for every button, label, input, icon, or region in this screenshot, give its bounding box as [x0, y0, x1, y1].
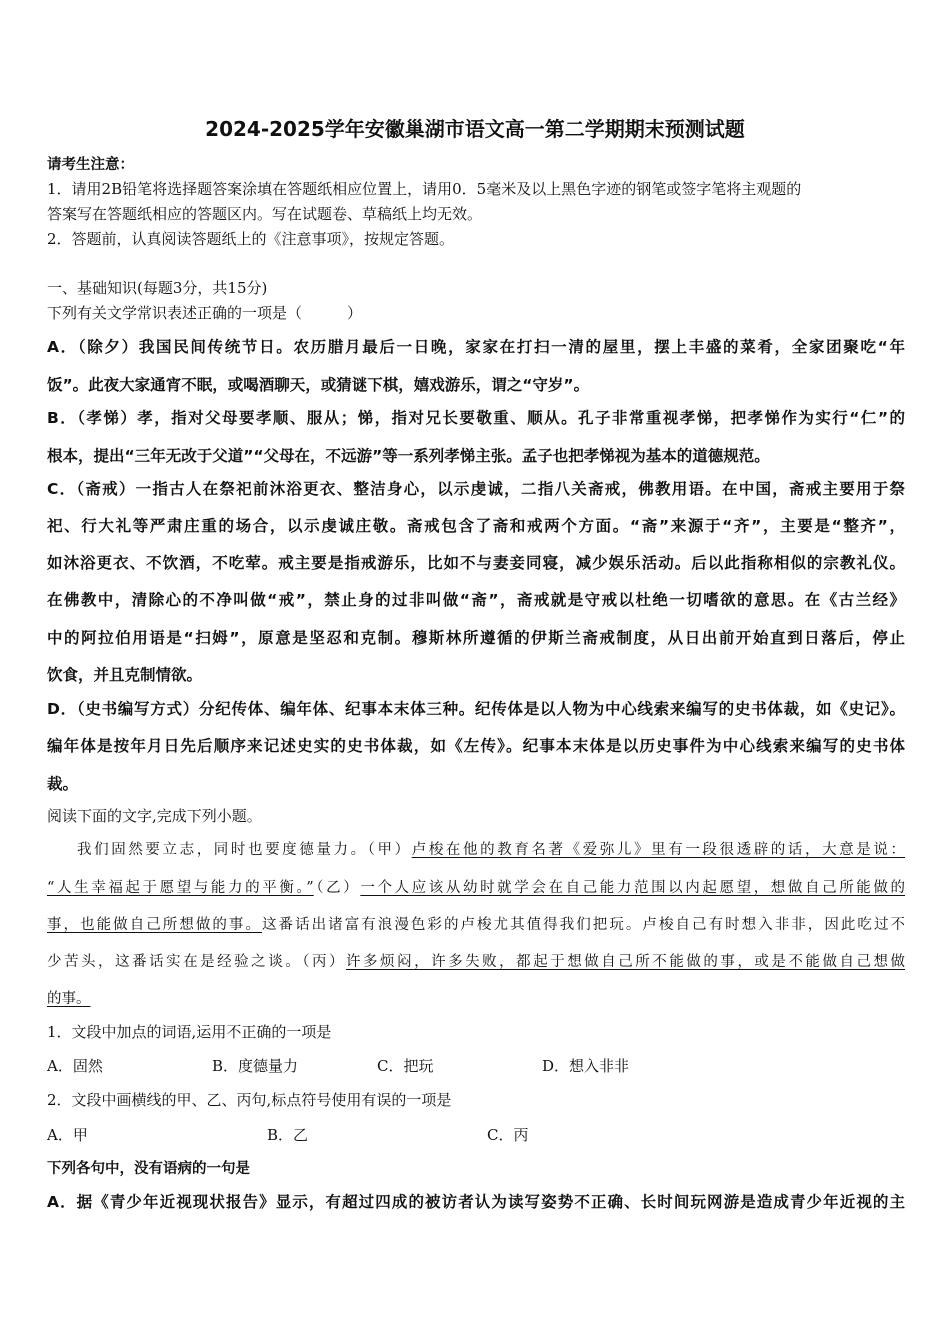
underlined-sentence-bing-end: 的事。 [47, 991, 91, 1007]
notice-heading: 请考生注意： [47, 156, 134, 173]
q1-stem: 1．文段中加点的词语,运用不正确的一项是 [47, 1023, 332, 1041]
notice-line-1a: 1．请用2B铅笔将选择题答案涂填在答题纸相应位置上，请用0．5毫米及以上黑色字迹的钢笔或签字笔将主观题的 [47, 180, 802, 198]
exam-title: 2024-2025学年安徽巢湖市语文高一第二学期期末预测试题 [205, 117, 745, 141]
option-a-line-2: 饭”。此夜大家通宵不眠，或喝酒聊天，或猜谜下棋，嬉戏游乐，谓之“守岁”。 [47, 376, 590, 394]
q2-stem: 2．文段中画横线的甲、乙、丙句,标点符号使用有误的一项是 [47, 1091, 452, 1109]
option-c-line-5: 中的阿拉伯用语是“扫姆”，原意是坚忍和克制。穆斯林所遵循的伊斯兰斋戒制度，从日出前开始直到日落后，停止 [47, 629, 905, 647]
q1-choice-d: D．想入非非 [542, 1057, 630, 1075]
passage-line-1 [47, 838, 905, 859]
passage-text: 少苦头，这番话实在是经验之谈。（丙） [47, 954, 347, 970]
q3-stem: 下列各句中，没有语病的一句是 [47, 1160, 250, 1177]
q2-choice-a: A．甲 [47, 1126, 88, 1144]
q1-choice-c: C．把玩 [377, 1057, 434, 1075]
passage-line-2 [47, 876, 905, 897]
option-c-line-4: 在佛教中，清除心的不净叫做“戒”，禁止身的过非叫做“斋”，斋戒就是守戒以杜绝一切嗜欲的意思。在《古兰经》 [47, 591, 905, 609]
passage-line-3 [47, 913, 905, 934]
q3-option-a: A．据《青少年近视现状报告》显示，有超过四成的被访者认为读写姿势不正确、长时间玩网游是造成青少年近视的主 [47, 1193, 905, 1211]
underlined-sentence-jia: 卢梭在他的教育名著《爱弥儿》里有一段很透辟的话，大意是说： [411, 842, 906, 858]
option-d-line-2: 编年体是按年月日先后顺序来记述史实的史书体裁，如《左传》。纪事本末体是以历史事件为中心线索来编写的史书体 [47, 737, 905, 755]
option-d-line-1: D．（史书编写方式）分纪传体、编年体、纪事本末体三种。纪传体是以人物为中心线索来编写的史书体裁，如《史记》。 [47, 700, 905, 718]
q2-choice-c: C．丙 [487, 1126, 529, 1144]
q-literature-stem: 下列有关文学常识表述正确的一项是（ ） [47, 304, 363, 322]
option-c-line-6: 饮食，并且克制情欲。 [47, 666, 203, 684]
option-c-line-1: C．（斋戒）一指古人在祭祀前沐浴更衣、整洁身心，以示虔诚，二指八关斋戒，佛教用语。在中国，斋戒主要用于祭 [47, 480, 905, 498]
option-a-line-1: A．（除夕）我国民间传统节日。农历腊月最后一日晚，家家在打扫一清的屋里，摆上丰盛的菜肴，全家团聚吃“年 [47, 338, 905, 356]
section1-heading: 一、基础知识(每题3分，共15分) [47, 279, 268, 297]
passage-text: 我们固然要立志，同时也要度德量力。（甲） [77, 842, 412, 858]
notice-line-1b: 答案写在答题纸相应的答题区内。写在试题卷、草稿纸上均无效。 [47, 205, 483, 223]
passage-line-4 [47, 950, 905, 971]
reading-intro: 阅读下面的文字,完成下列小题。 [47, 807, 262, 825]
underlined-sentence-yi: 一个人应该从幼时就学会在自己能力范围以内起愿望，想做自己所能做的 [360, 880, 906, 896]
option-c-line-2: 祀、行大礼等严肃庄重的场合，以示虔诚庄敬。斋戒包含了斋和戒两个方面。“斋”来源于“齐”，主要是“整齐”， [47, 517, 905, 535]
notice-line-2: 2．答题前，认真阅读答题纸上的《注意事项》，按规定答题。 [47, 230, 455, 248]
underlined-sentence-jia-end: “人生幸福起于愿望与能力的平衡。” [47, 880, 314, 896]
q1-choice-a: A．固然 [47, 1057, 103, 1075]
option-c-line-3: 如沐浴更衣、不饮酒，不吃荤。戒主要是指戒游乐，比如不与妻妾同寝，减少娱乐活动。后以此指称相似的宗教礼仪。 [47, 554, 905, 572]
option-b-line-1: B．（孝悌）孝，指对父母要孝顺、服从；悌，指对兄长要敬重、顺从。孔子非常重视孝悌，把孝悌作为实行“仁”的 [47, 409, 905, 427]
q2-choice-b: B．乙 [267, 1126, 309, 1144]
underlined-sentence-bing: 许多烦闷，许多失败，都起于想做自己所不能做的事，或是不能做自己想做 [346, 954, 906, 970]
passage-text: （乙） [313, 880, 361, 896]
option-b-line-2: 根本，提出“三年无改于父道”“父母在，不远游”等一系列孝悌主张。孟子也把孝悌视为基本的道德规范。 [47, 447, 770, 465]
option-d-line-3: 裁。 [47, 775, 79, 793]
q1-choice-b: B．度德量力 [212, 1057, 299, 1075]
underlined-sentence-yi-end: 事，也能做自己所想做的事。 [47, 917, 263, 933]
passage-line-5 [47, 987, 91, 1008]
passage-text: 这番话出诸富有浪漫色彩的卢梭尤其值得我们把玩。卢梭自己有时想入非非，因此吃过不 [262, 917, 906, 933]
